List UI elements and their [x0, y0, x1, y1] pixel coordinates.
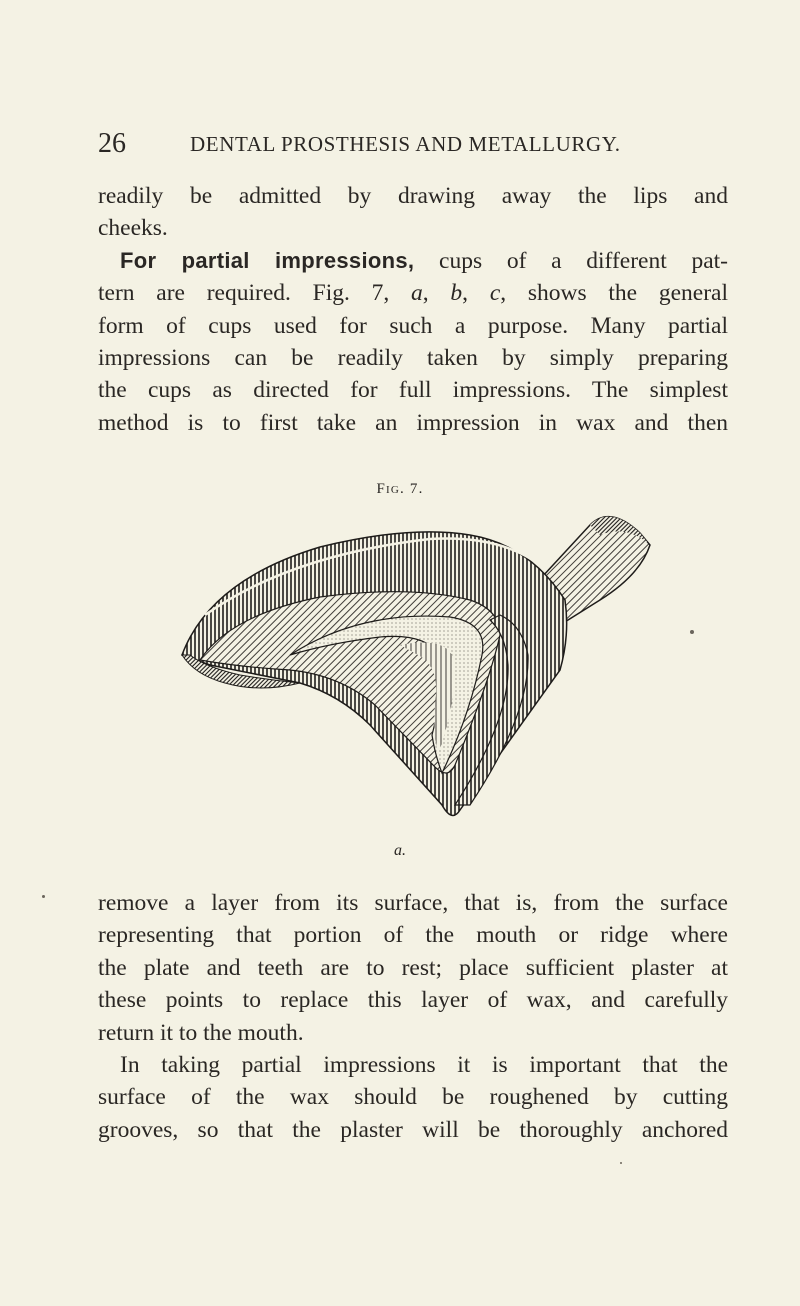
text-line: these points to replace this layer of wax, and carefully: [98, 987, 728, 1014]
running-head: [98, 128, 638, 162]
text-fragment: ,: [462, 280, 490, 307]
figure-ref-c: c: [489, 280, 501, 307]
text-fragment: ,: [422, 280, 451, 307]
figure-caption: Fig. 7.: [376, 481, 424, 497]
text-line: form of cups used for such a purpose. Many partial: [98, 312, 728, 339]
text-line: grooves, so that the plaster will be thoroughly anchored: [98, 1116, 728, 1143]
body-text-top: [98, 180, 728, 439]
impression-cup-drawing: [170, 505, 670, 835]
figure-ref-b: b: [450, 280, 463, 307]
print-speck: [42, 895, 45, 898]
text-fragment: cups of a different pat-: [414, 247, 728, 274]
text-line: [98, 245, 728, 277]
text-line: the cups as directed for full impressions. The simplest: [98, 377, 728, 404]
page-number: 26: [98, 128, 126, 159]
text-line: representing that portion of the mouth or ridge where: [98, 922, 728, 949]
text-line: [98, 277, 728, 309]
text-line: surface of the wax should be roughened by cutting: [98, 1084, 728, 1111]
text-line: cheeks.: [98, 215, 168, 242]
text-line: remove a layer from its surface, that is, from the surface: [98, 890, 728, 916]
print-speck: [690, 630, 694, 634]
text-line: the plate and teeth are to rest; place sufficient plaster at: [98, 954, 728, 981]
bold-lead-in: For partial impressions,: [120, 247, 415, 273]
text-line: method is to first take an impression in wax and then: [98, 409, 728, 436]
text-line: readily be admitted by drawing away the lips and: [98, 183, 728, 209]
figure-ref-a: a: [411, 280, 423, 307]
text-fragment: , shows the general: [500, 280, 729, 307]
impression-cup-illustration: [170, 505, 670, 835]
text-line: In taking partial impressions it is important that the: [120, 1051, 728, 1078]
text-line: return it to the mouth.: [98, 1019, 304, 1046]
text-line: impressions can be readily taken by simply preparing: [98, 344, 728, 371]
figure-label: a.: [394, 842, 406, 859]
running-title: DENTAL PROSTHESIS AND METALLURGY.: [190, 132, 621, 156]
body-text-bottom: [98, 887, 728, 1146]
print-speck: [620, 1162, 622, 1164]
text-fragment: tern are required. Fig. 7,: [98, 280, 412, 307]
